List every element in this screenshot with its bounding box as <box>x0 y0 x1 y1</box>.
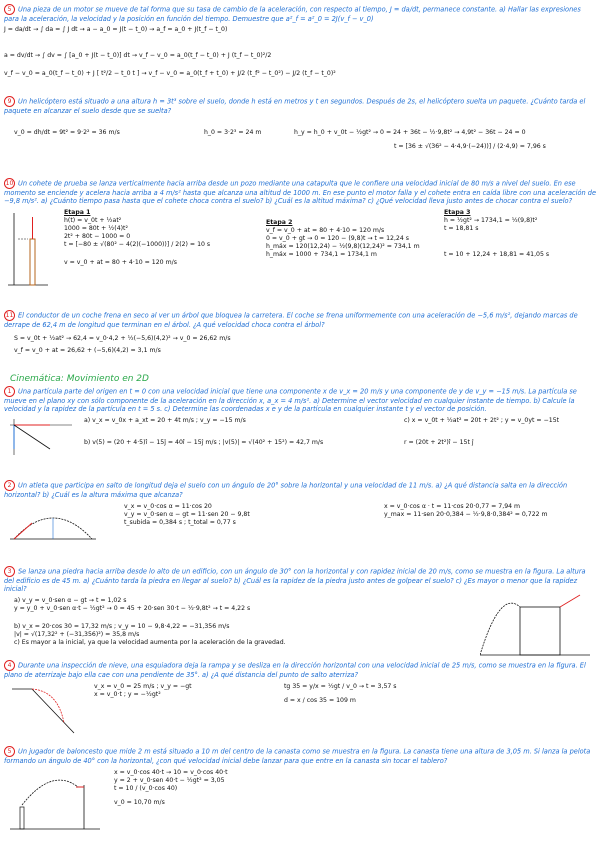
work-line: t = 18,81 s <box>444 225 479 232</box>
problem-number-badge: 4 <box>4 660 15 671</box>
problem-number-badge: 11 <box>5 312 14 319</box>
work-line: r = (20t + 2t²)î − 15t ĵ <box>404 439 474 446</box>
work-block <box>4 123 596 163</box>
question-text: 3 Se lanza una piedra hacia arriba desde lo alto de un edificio, con un ángulo de 30° con la horizontal y con rapidez inicial de 20 m/s, como se muestra en la figura. La altura del edificio es de 45 m. a) ¿Cuánto tarda la piedra en llegar al suelo? b) ¿Cuál es la rapidez de la piedra justo antes de golpear el suelo? c) ¿Es mayor o menor que la rapidez inicial? <box>4 567 586 593</box>
work-block <box>4 769 596 839</box>
work-block <box>4 597 596 657</box>
work-line: x = v_0·t ; y = −½gt² <box>94 691 161 698</box>
work-line: a = dv/dt → ∫ dv = ∫ [a_0 + J(t − t_0)] dt → v_f − v_0 = a_0(t_f − t_0) + J (t_f − t_0)²/2 <box>4 52 272 59</box>
stage-3 <box>444 209 549 259</box>
basketball-figure <box>10 773 100 833</box>
work-block <box>4 417 596 463</box>
stage-2 <box>266 219 420 259</box>
work-line: 2t² + 80t − 1000 = 0 <box>64 233 131 240</box>
stage-1 <box>64 209 210 267</box>
work-line: y = 2 + v_0·sen 40·t − ½gt² = 3,05 <box>114 777 225 784</box>
problem-number-badge: 10 <box>5 180 14 187</box>
ski-slope-figure <box>8 683 78 739</box>
rocket-figure <box>8 209 48 289</box>
long-jump-figure <box>8 503 98 543</box>
work-line: t = 10 + 12,24 + 18,81 = 41,05 s <box>444 251 550 258</box>
problem-2d-3 <box>4 566 596 657</box>
work-line: v_f = v_0 + at = 26,62 + (−5,6)(4,2) = 3,1 m/s <box>14 347 161 354</box>
problem-2d-5 <box>4 746 596 839</box>
work-line: v_y = v_0·sen α − gt = 11·sen 20 − 9,8t <box>124 511 250 518</box>
work-block <box>4 26 596 78</box>
work-line: x = v_0·cos α · t = 11·cos 20·0,77 = 7,94 m <box>384 503 521 510</box>
work-line: t = [36 ± √(36² − 4·4,9·(−24))] / (2·4,9) = 7,96 s <box>394 143 546 150</box>
problem-2d-1 <box>4 386 596 463</box>
work-line: h_máx = 1000 + 734,1 = 1734,1 m <box>266 251 377 258</box>
problem-2d-2 <box>4 480 596 549</box>
work-line: J = da/dt → ∫ da = ∫ J dt → a − a_0 = J(t − t_0) → a_f = a_0 + J(t_f − t_0) <box>4 26 228 33</box>
velocity-vector-figure <box>6 417 76 457</box>
work-line: t = 10 / (v_0·cos 40) <box>114 785 178 792</box>
work-line: h_0 = 3·2³ = 24 m <box>204 129 262 136</box>
work-block <box>4 683 596 741</box>
work-block <box>4 335 596 355</box>
work-line: v_f − v_0 = a_0(t_f − t_0) + J [ t²/2 − t_0 t ] → v_f − v_0 = a_0(t_f + t_0) + J/2 (t_f² − t_0²) − J/2 (t_f − t_0)² <box>4 70 336 77</box>
work-line: d = x / cos 35 = 109 m <box>284 697 356 704</box>
problem-number-badge: 1 <box>4 386 15 397</box>
stage-title: Etapa 2 <box>266 219 293 226</box>
question-text: 5 Un jugador de baloncesto que mide 2 m está situado a 10 m del centro de la canasta como se muestra en la figura. La canasta tiene una altura de 3,05 m. Si lanza la pelota formando un ángulo de 40° con la horizontal, ¿con qué velocidad inicial debe lanzar para que entre en la canasta sin tocar el tablero? <box>4 747 591 765</box>
question-text: 5 Una pieza de un motor se mueve de tal forma que su tasa de cambio de la aceleración, con respecto al tiempo, J = da/dt, permanece constante. a) Hallar las expresiones para la aceleración, la velocidad y la posición en función del tiempo. Demuestre que a²_f = a²_0 = 2J(v_f − v_0) <box>4 5 581 23</box>
work-line: h(t) = v_0t + ½at² <box>64 217 122 224</box>
problem-11 <box>4 310 596 355</box>
stage-title: Etapa 3 <box>444 209 471 216</box>
work-line: S = v_0t + ½at² → 62,4 = v_0·4,2 + ½(−5,6)(4,2)² → v_0 = 26,62 m/s <box>14 335 231 342</box>
work-block <box>4 209 596 297</box>
problem-number-badge: 9 <box>4 96 15 107</box>
problem-9 <box>4 96 596 163</box>
work-line: b) v(5) = (20 + 4·5)î − 15ĵ = 40î − 15ĵ m/s ; |v(5)| = √(40² + 15²) = 42,7 m/s <box>84 439 324 446</box>
problem-10 <box>4 178 596 297</box>
work-line: v_x = v_0 = 25 m/s ; v_y = −gt <box>94 683 192 690</box>
problem-number-badge: 5 <box>4 746 15 757</box>
work-line: v = v_0 + at = 80 + 4·10 = 120 m/s <box>64 259 177 266</box>
work-line: h_máx = 120(12,24) − ½(9,8)(12,24)² = 734,1 m <box>266 243 420 250</box>
question-text: 9 Un helicóptero está situado a una altura h = 3t³ sobre el suelo, donde h está en metros y t en segundos. Después de 2s, el helicóptero suelta un paquete. ¿Cuánto tarda el paquete en alcanzar el suelo desde que se suelta? <box>4 97 586 115</box>
work-line: tg 35 = y/x = ½gt / v_0 → t = 3,57 s <box>284 683 397 690</box>
section-title: Cinemática: Movimiento en 2D <box>10 374 149 384</box>
work-line: h_y = h_0 + v_0t − ½gt² → 0 = 24 + 36t − ½·9,8t² → 4,9t² − 36t − 24 = 0 <box>294 129 526 136</box>
work-line: v_0 = dh/dt = 9t² = 9·2² = 36 m/s <box>14 129 120 136</box>
work-line: 1000 = 80t + ½(4)t² <box>64 225 128 232</box>
work-line: a) v_x = v_0x + a_xt = 20 + 4t m/s ; v_y = −15 m/s <box>84 417 246 424</box>
work-line: v_x = v_0·cos α = 11·cos 20 <box>124 503 212 510</box>
question-text: 1 Una partícula parte del origen en t = 0 con una velocidad inicial que tiene una componente x de v_x = 20 m/s y una componente de y de v_y = −15 m/s. La partícula se mueve en el plano xy con sólo componente de la aceleración en la dirección x, a_x = 4 m/s². a) Determine el vector velocidad en cualquier instante de tiempo. b) Calcule la velocidad y la rapidez de la partícula en t = 5 s. c) Determine las coordenadas x e y de la partícula en cualquier instante t y el vector de posición. <box>4 387 577 413</box>
question-text: 10 Un cohete de prueba se lanza verticalmente hacia arriba desde un pozo mediante una catapulta que le confiere una velocidad inicial de 80 m/s a nivel del suelo. En ese momento se enciende y acelera hacia arriba a 4 m/s² hasta que alcanza una altitud de 1000 m. En ese punto el motor falla y el cohete entra en caída libre con una aceleración de −9,8 m/s². a) ¿Cuánto tiempo pasa hasta que el cohete choca contra el suelo? b) ¿Cuál es la altitud máxima? c) ¿Qué velocidad lleva justo antes de chocar contra el suelo? <box>4 179 597 205</box>
work-line: v_0 = 10,70 m/s <box>114 799 165 806</box>
problem-5 <box>4 4 596 78</box>
work-line: c) x = v_0t + ½at² = 20t + 2t² ; y = v_0yt = −15t <box>404 417 560 424</box>
work-line: 0 = v_0 + gt → 0 = 120 − (9,8)t → t = 12,24 s <box>266 235 409 242</box>
problem-number-badge: 2 <box>4 480 15 491</box>
work-line: y_max = 11·sen 20·0,384 − ½·9,8·0,384² = 0,722 m <box>384 511 548 518</box>
problem-2d-4 <box>4 660 596 741</box>
work-line: t_subida = 0,384 s ; t_total = 0,77 s <box>124 519 236 526</box>
work-line: x = v_0·cos 40·t → 10 = v_0·cos 40·t <box>114 769 228 776</box>
question-text: 2 Un atleta que participa en salto de longitud deja el suelo con un ángulo de 20° sobre la horizontal y una velocidad de 11 m/s. a) ¿A qué distancia salta en la dirección horizontal? b) ¿Cuál es la altura máxima que alcanza? <box>4 481 568 499</box>
stage-title: Etapa 1 <box>64 209 91 216</box>
question-text: 4 Durante una inspección de nieve, una esquiadora deja la rampa y se desliza en la dirección horizontal con una velocidad inicial de 25 m/s, como se muestra en la figura. El plano de aterrizaje bajo ella cae con una pendiente de 35°. a) ¿A qué distancia del punto de salto aterriza? <box>4 661 586 679</box>
work-line: b) v_x = 20·cos 30 = 17,32 m/s ; v_y = 10 − 9,8·4,22 = −31,356 m/s <box>14 623 230 630</box>
work-line: h = ½gt² → 1734,1 = ½(9,8)t² <box>444 217 538 224</box>
building-figure <box>480 589 590 659</box>
question-text: 11 El conductor de un coche frena en seco al ver un árbol que bloquea la carretera. El coche se frena uniformemente con una aceleración de −5,6 m/s², dejando marcas de derrape de 62,4 m de longitud que terminan en el árbol. ¿A qué velocidad choca contra el árbol? <box>4 311 578 329</box>
work-line: t = [−80 ± √(80² − 4(2)(−1000))] / 2(2) = 10 s <box>64 241 211 248</box>
work-line: v_f = v_0 + at = 80 + 4·10 = 120 m/s <box>266 227 385 234</box>
problem-number-badge: 3 <box>4 566 15 577</box>
work-line: c) Es mayor a la inicial, ya que la velocidad aumenta por la aceleración de la gravedad. <box>14 639 286 646</box>
work-line: |v| = √(17,32² + (−31,356)²) = 35,8 m/s <box>14 631 140 638</box>
work-block <box>4 503 596 549</box>
work-line: y = y_0 + v_0·sen α·t − ½gt² → 0 = 45 + 20·sen 30·t − ½·9,8t² → t = 4,22 s <box>14 605 251 612</box>
problem-number-badge: 5 <box>4 4 15 15</box>
work-line: a) v_y = v_0·sen α − gt → t = 1,02 s <box>14 597 127 604</box>
